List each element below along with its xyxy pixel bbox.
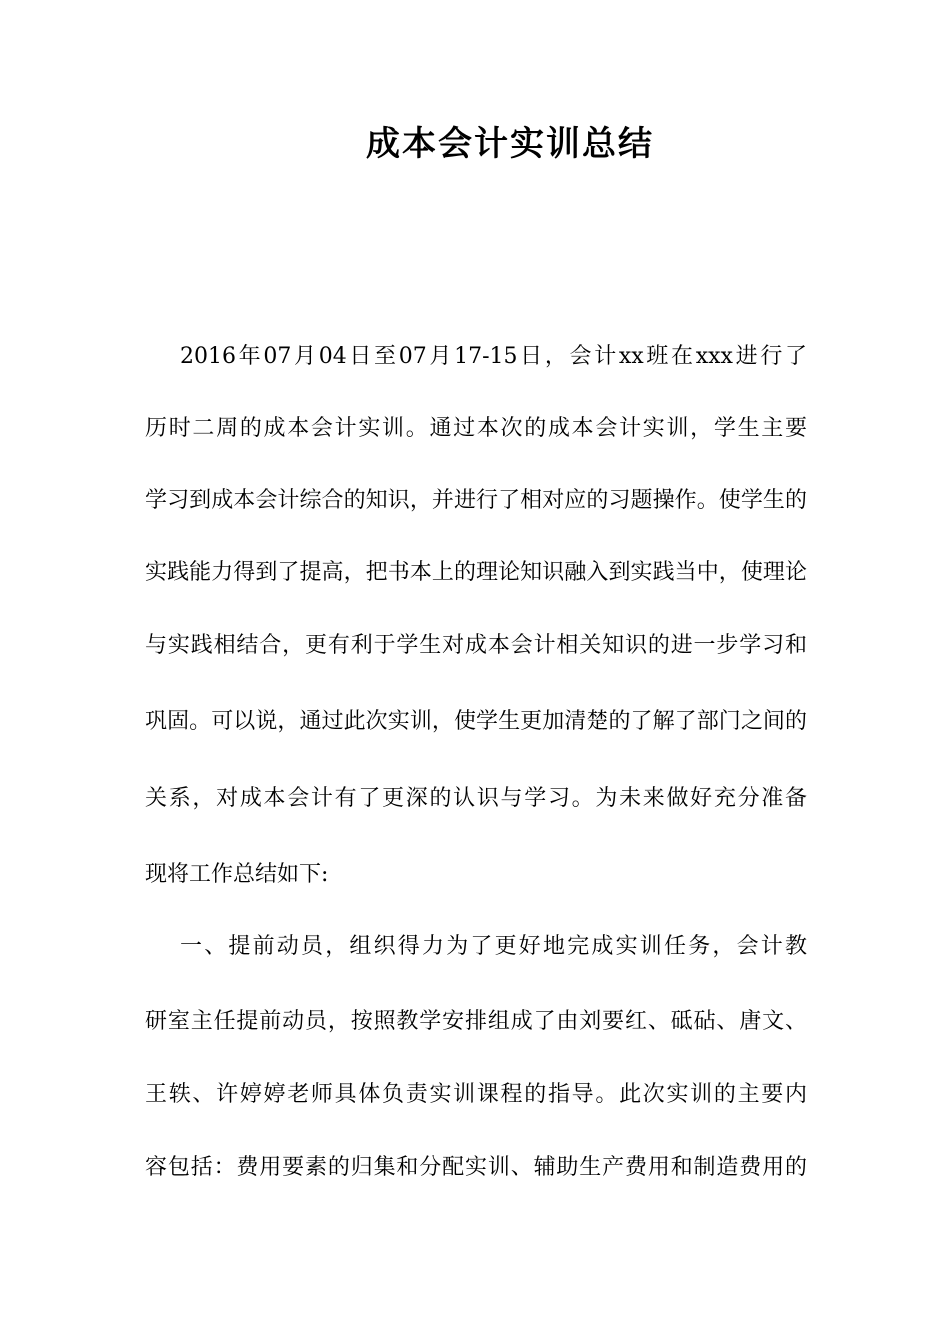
paragraph-line: 一、提前动员，组织得力为了更好地完成实训任务，会计教 [180, 934, 807, 959]
paragraph-line: 研室主任提前动员，按照教学安排组成了由刘要红、砥砧、唐文、 [145, 1009, 807, 1034]
paragraph-line: 现将工作总结如下: [145, 862, 329, 887]
paragraph-line: 巩固。可以说，通过此次实训，使学生更加清楚的了解了部门之间的 [145, 709, 807, 734]
paragraph-line: 历时二周的成本会计实训。通过本次的成本会计实训，学生主要 [145, 416, 807, 441]
paragraph-line: 与实践相结合，更有利于学生对成本会计相关知识的进一步学习和 [145, 633, 807, 658]
paragraph-line: 容包括：费用要素的归集和分配实训、辅助生产费用和制造费用的 [145, 1155, 807, 1180]
paragraph-line: 王轶、许婷婷老师具体负责实训课程的指导。此次实训的主要内 [145, 1082, 807, 1107]
paragraph-line: 实践能力得到了提高，把书本上的理论知识融入到实践当中，使理论 [145, 560, 807, 585]
document-title: 成本会计实训总结 [366, 124, 654, 164]
paragraph-line: 关系，对成本会计有了更深的认识与学习。为未来做好充分准备 [145, 786, 807, 811]
paragraph-line: 2016年07月04日至07月17-15日，会计xx班在xxx进行了 [180, 344, 807, 369]
paragraph-line: 学习到成本会计综合的知识，并进行了相对应的习题操作。使学生的 [145, 488, 807, 513]
